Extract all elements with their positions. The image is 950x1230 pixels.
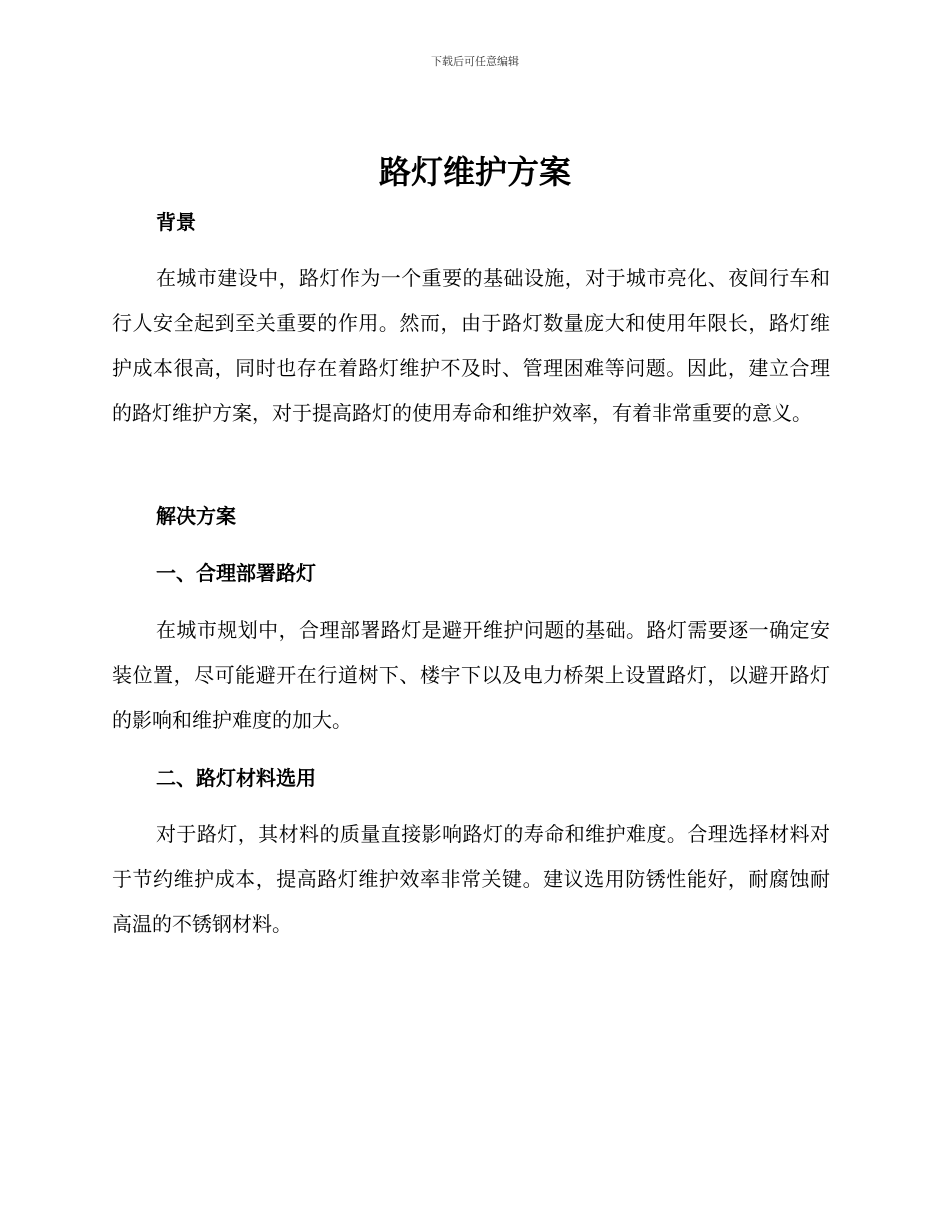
- section-heading-solution: 解决方案: [156, 504, 236, 528]
- section-heading-part2: 二、路灯材料选用: [156, 766, 316, 790]
- part1-paragraph: 在城市规划中，合理部署路灯是避开维护问题的基础。路灯需要逐一确定安装位置，尽可能避开在行道树下、楼宇下以及电力桥架上设置路灯，以避开路灯的影响和维护难度的加大。: [112, 618, 830, 732]
- section-heading-background: 背景: [156, 210, 196, 234]
- part2-paragraph: 对于路灯，其材料的质量直接影响路灯的寿命和维护难度。合理选择材料对于节约维护成本，提高路灯维护效率非常关键。建议选用防锈性能好，耐腐蚀耐高温的不锈钢材料。: [112, 822, 830, 936]
- background-paragraph: 在城市建设中，路灯作为一个重要的基础设施，对于城市亮化、夜间行车和行人安全起到至关重要的作用。然而，由于路灯数量庞大和使用年限长，路灯维护成本很高，同时也存在着路灯维护不及时、管理困难等问题。因此，建立合理的路灯维护方案，对于提高路灯的使用寿命和维护效率，有着非常重要的意义。: [112, 266, 830, 425]
- document-title: 路灯维护方案: [378, 153, 571, 191]
- section-heading-part1: 一、合理部署路灯: [156, 561, 316, 585]
- header-note: 下载后可任意编辑: [431, 55, 519, 68]
